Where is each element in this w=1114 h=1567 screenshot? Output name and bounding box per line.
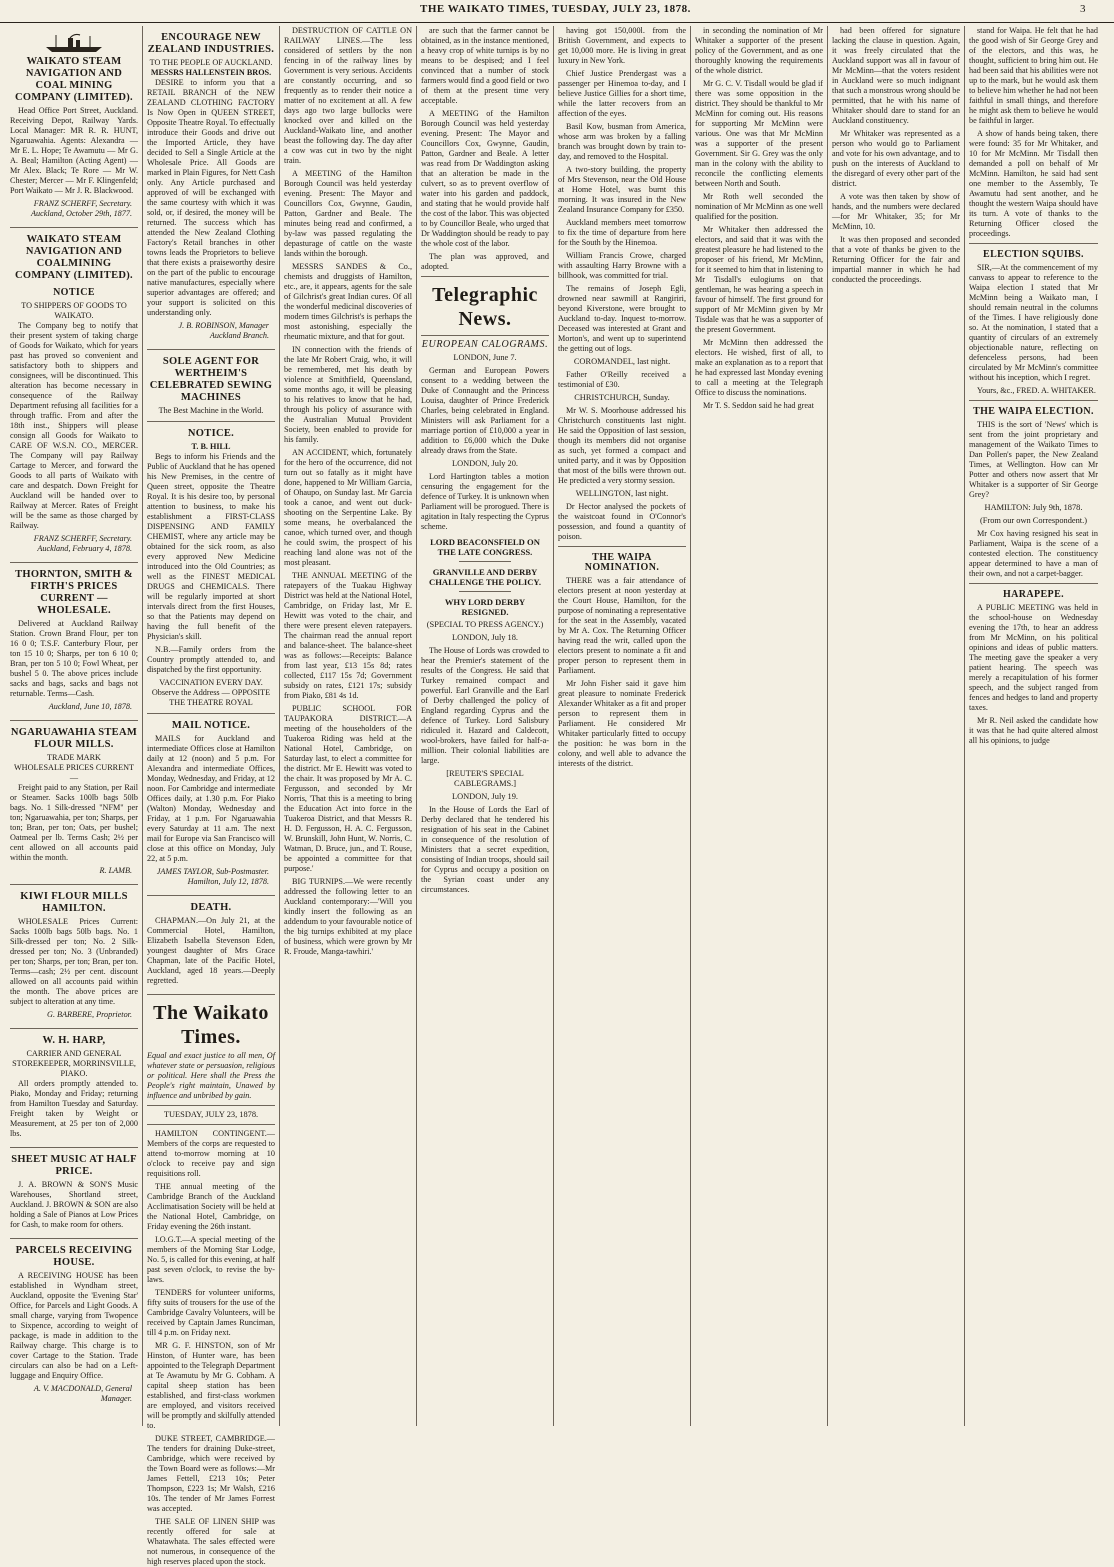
ad-kiwi-mills [10,885,138,1029]
ad-body: The Company beg to notify that their present system of taking charge of Goods for Waikato, which for years past has proved so convenient and satisfactory both to shippers and consignees, will be discontinued. This alteration has become necessary in consequence of the Railway Department refusing all facilities for a through traffic. From and after the 18th inst., Shippers will please consign all Goods for Waikato to CARE OF W.S.N. CO., MERCER. The Company will pay Railway Cartage to Mercer, and forward the Goods to all parts of Waikato with care and despatch. Down Freight for Auckland will be handed over to Railway at Mercer. Rates of Freight will be the same as those charged by Railway. [10,321,138,530]
paper-title: The Waikato Times. [153,1002,269,1048]
dateline: LONDON, July 20. [451,459,519,468]
ad-waikato-steam-2 [10,228,138,563]
news-paragraph: Mr W. S. Moorhouse addressed his Christchurch constituents last night. He said the Opposition of last session, though its members did not organise as such, yet formed a compact and united party, and it was by Opposition that most of the bills were thrown out. He predicted a very stormy session. [558,406,686,485]
dateline: LONDON, July 19. [451,792,519,801]
ad-signature: A. V. MACDONALD, General Manager. [33,1384,132,1403]
news-paragraph: Chief Justice Prendergast was a passenger per Hinemoa to-day, and I believe Justice Gillies for a short time, while the latter recovers from an affection of the eyes. [558,69,686,118]
news-paragraph: William Francis Crowe, charged with assaulting Harry Browne with a billhook, was committed for trial. [558,251,686,280]
article-paragraph: DESTRUCTION OF CATTLE ON RAILWAY LINES.—The less considered of settlers by the non fencing in of the railway lines by Government is very serious. Accidents are constantly occurring, and so frequently as to render their notice a matter of no excitement at all. A few days ago two large bullocks were knocked over and killed on the Auckland-Waikato line, and another beast the following day. The day after a cow was cut in two by the night train. [284,26,412,165]
ad-body: The Best Machine in the World. [158,406,264,415]
divider [969,243,1098,244]
letter-paragraph: SIR,—At the commencement of my canvass to appear to reference to the Waipa election I stated that Mr McMinn being a Waikato man, I should remain neutral in the columns of the Times. I have religiously done so. At the nomination, I stated that a quantity of circulars of an extremely objectionable nature, reflecting on defenceless persons, had been circulated by Mr McMinn's committee without his inception, which I regret. [969,263,1098,382]
news-headline: GRANVILLE AND DERBY CHALLENGE THE POLICY. [429,567,541,587]
news-paragraph: stand for Waipa. He felt that he had the good wish of Sir George Grey and of the electors, and this was, he thought, sufficient to bring him out. He had been said that his abilities were not up to the mark, but he would ask them to believe him whether he had not been faithful in small things, and therefore he might ask them to believe he would be faithful in larger. [969,26,1098,125]
ad-signature: Auckland, June 10, 1878. [48,702,132,711]
column-1 [6,26,143,1426]
column-5 [554,26,691,1426]
news-paragraph: Father O'Reilly received a testimonial of £30. [558,370,686,389]
ad-mail-notice [147,714,275,896]
dateline: LONDON, July 18. [451,633,519,642]
ad-body: Head Office Port Street, Auckland. Receiving Depot, Railway Yards. Local Manager: MR R. R. HUNT, Ngaruawahia. Agents: Alexandra — Mr E. L. Hope; Te Awamutu — Mr G. A. Beal; Hamilton (Acting Agent) — Mr Alex. Black; Te Rore — Mr W. Chester; Mercer — Mr F. Klingenfeld; Port Waikato — Mr J. R. Blackwood. [10,106,138,195]
agency-line: (SPECIAL TO PRESS AGENCY.) [426,620,544,629]
divider [459,561,510,562]
news-paragraph: A vote was then taken by show of hands, and the numbers were declared—for Mr Whitaker, 35; for Mr McMinn, 10. [832,192,960,231]
news-paragraph: A PUBLIC MEETING was held in the school-house on Wednesday evening the 17th, to hear an address from Mr McMinn, on his political opinions and ideas of public matters. The meeting gave the speaker a very patient hearing. The speech was merely a recapitulation of his former speech, and the subject ranged from fences and hedges to land and property taxes. [969,603,1098,712]
article-paragraph: THE ANNUAL MEETING of the ratepayers of the Tuakau Highway District was held at the National Hotel, Cambridge, on Friday last, Mr E. Hewitt was voted to the chair, and there were present eleven ratepayers. The chairman read the annual report and balance-sheet. The balance-sheet was as follows:—Receipts: Balance from last year, £13 15s 8d; rates collected, £117 15s 7d; Government subsidy on rates, £121 17s; subsidy from Piako, £81 4s 1d. [284,571,413,700]
ad-harp [10,1029,138,1148]
ad-title: WAIKATO STEAM NAVIGATION AND COAL MINING COMPANY (LIMITED). [15,56,133,103]
news-paragraph: Mr John Fisher said it gave him great pleasure to nominate Frederick Alexander Whitaker as a fit and proper person to represent them in Parliament. He considered Mr Whitaker particularly fitted to occupy the position: he was born in the colony, and well able to advance the interests of the district. [558,679,686,768]
issue-date: TUESDAY, JULY 23, 1878. [163,1110,259,1119]
masthead [0,0,1114,23]
ad-hill-chemist [147,422,275,714]
news-headline: WHY LORD DERBY RESIGNED. [444,597,526,617]
news-paragraph: THERE was a fair attendance of electors present at noon yesterday at the Court House, Hamilton, for the purpose of nominating a representative for the seat in the Assembly, vacated by Mr A. Cox. The Returning Officer having read the writ, called upon the electors present to nominate a fit and proper person to represent them in Parliament. [558,576,686,675]
ad-body: WHOLESALE Prices Current: Sacks 100lb bags 50lb bags. No. 1 Silk-dressed per ton; No. 2 Silk-dressed per ton; No. 3 (Unbranded) per ton; Sharps, per ton; Bran, per ton. Terms—cash; 2½ per cent. discount allowed on all accounts paid within the month. The above prices are subject to alteration at any time. [10,917,138,1006]
telegraphic-news-title: Telegraphic News. [432,284,538,330]
ad-signature: JAMES TAYLOR, Sub-Postmaster. Hamilton, July 12, 1878. [156,867,269,886]
editorial-paragraph: I.O.G.T.—A special meeting of the members of the Morning Star Lodge, No. 5, is called for this evening, at half past seven o'clock, to revise the by-laws. [147,1235,275,1284]
ad-body: MAILS for Auckland and intermediate Offices close at Hamilton daily at 12 (noon) and 5 p.m. For Alexandra and intermediate Offices, Monday, Wednesday, and Friday, at 12 noon. For Cambridge and intermediate Offices daily, at 1.30 p.m. For Piako (Walton) Monday, Wednesday and Friday, at 1 p.m. For Ngaruawahia every Saturday at 11 a.m. The next mail for Europe via San Francisco will close at this office on Monday, July 22, at 5 p.m. [147,734,275,863]
column-7 [828,26,965,1426]
masthead-date-line: THE WAIKATO TIMES, TUESDAY, JULY 23, 1878. [420,3,691,15]
ad-body: J. A. BROWN & SON'S Music Warehouses, Shortland street, Auckland. J. BROWN & SON are also holding a Sale of Pianos at Low Prices for Cash, to make room for others. [10,1180,138,1229]
divider [421,276,549,277]
ad-body: All orders promptly attended to. Piako, Monday and Friday; returning from Hamilton Tuesday and Saturday. Freight taken by Weight or Measurement, at 25 per ton of 2,000 lbs. [10,1079,138,1138]
steamship-icon [42,32,106,54]
paper-motto: Equal and exact justice to all men, Of whatever state or persuasion, religious or political. Here shall the Press the People's right maintain, Unawed by influence and unbribed by gain. [147,1051,275,1100]
news-paragraph: A two-story building, the property of Mrs Stevenson, near the Old House at Home Hotel, was burnt this morning. It was insured in the New Zealand Insurance Company for £350. [558,165,686,214]
ad-title: KIWI FLOUR MILLS HAMILTON. [20,891,128,914]
news-paragraph: Lord Hartington tables a motion censuring the engagement for the defence of Turkey. It is unknown when Parliament will be prorogued. There is agitation in Italy respecting the Cyprus scheme. [421,472,549,531]
waipa-election-title: THE WAIPA ELECTION. [973,406,1094,417]
divider [558,546,686,547]
ad-signature: R. LAMB. [99,866,132,875]
column-2 [143,26,280,1566]
death-body: CHAPMAN.—On July 21, at the Commercial Hotel, Hamilton, Elizabeth Isabella Stevenson Eden, youngest daughter of Mrs Grace Chapman, late of the Pacific Hotel, Auckland, aged 18 years.—Deeply regretted. [147,916,275,985]
news-paragraph: Auckland members meet tomorrow to fix the time of departure from here for the South by the Hinemoa. [558,218,686,247]
news-paragraph: In the House of Lords the Earl of Derby declared that he tendered his resignation of his seat in the Cabinet in consequence of the resolution of Ministers that a secret expedition, consisting of Indian troops, should sail for Cyprus and occupy a position on the Syrian coast under any circumstances. [421,805,549,894]
divider [147,1105,275,1106]
news-paragraph: A show of hands being taken, there were found: 35 for Mr Whitaker, and 10 for Mr McMinn. Mr Tisdall then demanded a poll on behalf of Mr McMinn. Hamilton, he said had sent one member to the Assembly, Te Awamutu had sent another, and he thought the western Waipa should have its turn. A vote of thanks to the Returning Officer closed the proceedings. [969,129,1098,238]
divider [459,591,510,592]
ad-signature: FRANZ SCHERFF, Secretary. Auckland, February 4, 1878. [33,534,132,553]
ad-body: Begs to inform his Friends and the Public of Auckland that he has opened his New Premises, in the centre of Queen street, opposite the Theatre Royal. It is his desire too, by personal attention to business, to make his establishment a FIRST-CLASS DISPENSING AND FAMILY CHEMIST, where any article may be obtained for the sick room, as also every approved New Medicine introduced into the Old Countries; as well as the FINEST MEDICAL DRUGS and CHEMICALS. There will be regularly imported at short intervals direct from the first Houses, so that the Patients may depend on having the full benefit of the Physician's skill. [147,452,275,641]
article-paragraph: The plan was approved, and adopted. [421,252,549,271]
news-paragraph: The remains of Joseph Egli, drowned near sawmill at Rangiriri, beyond Kiverstone, were brought to Auckland to-day. Inquest to-morrow. Deceased was interested at Grant and Morton's, and went up to superintend the getting out of logs. [558,284,686,353]
european-cablegrams-title: EUROPEAN CALOGRAMS. [421,339,549,350]
article-paragraph: PUBLIC SCHOOL FOR TAUPAKORA DISTRICT.—A meeting of the householders of the Tuakeroa Riding was held at the National Hotel, Cambridge, on Saturday last, to elect a committee for the district. Mr E. Hewitt was voted to the chair. It was proposed by Mr A. C. Fergusson, and seconded by Mr Norris, 'That this is a meeting to bring the Education Act into force in the Tuakeroa District, and that Messrs R. H. D. Fergusson, H. A. C. Fergusson, W. Brunskill, John Hunt, W. Norris, C. Watman, D. Bruce, jun., and T. Rouse, be appointed a committee for that purpose.' [284,704,412,873]
trade-mark-label: TRADE MARK [47,753,101,762]
article-paragraph: IN connection with the friends of the late Mr Robert Craig, who, it will be remembered, met his death by violence at Smithfield, Queensland, some months ago, it will be pleasing to his relatives to know that he had, through his policy of assurance with the Australian Mutual Provident Society, been enabled to provide for his family. [284,345,412,444]
article-paragraph: BIG TURNIPS.—We were recently addressed the following letter to an Auckland contemporary:—'Will you kindly insert the following as an addendum to your favourable notice of the big turnips exhibited at my place of business, which were grown by Mr R. Froude, Manga-tawhiri.' [284,877,412,956]
ad-body: DESIRE to inform you that a RETAIL BRANCH of the NEW ZEALAND CLOTHING FACTORY Is Now Open in QUEEN STREET, Opposite Theatre Royal. To effectually introduce their Goods and drive out the Imported Article, they have decided to Sell a Single Article at the Wholesale Price. All Goods are marked in Plain Figures, for Nett Cash only. Any Article purchased and approved of will be exchanged with the same courtesy with which it was sold, or, if desired, the money will be returned. The success which has attended the New Zealand Clothing Factory's Retail branches in other towns leads the Proprietors to believe that there exists a praiseworthy desire on the part of the public to encourage native manufactures, especially where superior advantages are offered; and your support is solicited on this understanding only. [147,78,275,317]
dateline: CHRISTCHURCH, Sunday. [574,393,670,402]
divider [421,335,549,336]
editorial-paragraph: HAMILTON CONTINGENT.—Members of the corps are requested to attend to-morrow morning at 10 o'clock to receive pay and sign requisitions roll. [147,1129,275,1178]
news-paragraph: Dr Hector analysed the pockets of the waistcoat found in O'Connor's possession, and found a quantity of poison. [558,502,686,541]
ad-parcels [10,1239,138,1412]
agency-line: [REUTER'S SPECIAL CABLEGRAMS.] [446,769,524,788]
news-paragraph: Mr McMinn then addressed the electors. He wished, first of all, to make an explanation as to a report that he had expressed last Monday evening to call a meeting at the Telegraph Office to discuss the nominations. [695,338,823,397]
news-headline: LORD BEACONSFIELD ON THE LATE CONGRESS. [430,537,540,557]
news-paragraph: It was then proposed and seconded that a vote of thanks be given to the Returning Officer for the fair and impartial manner in which he had conducted the proceedings. [832,235,960,284]
news-paragraph: Mr Roth well seconded the nomination of Mr McMinn as one well qualified for the position. [695,192,823,221]
ad-sheet-music [10,1148,138,1239]
ad-title: WAIKATO STEAM NAVIGATION AND COALMINING COMPANY (LIMITED). [15,234,133,281]
ad-waikato-steam-1 [10,26,138,228]
ad-body: Delivered at Auckland Railway Station. Crown Brand Flour, per ton 16 0 0; T.S.F. Canterbury Flour, per ton 15 10 0; Sharps, per ton 6 10 0; Bran, per ton 5 10 0; Fowl Wheat, per bushel 5 0. The above prices include sacks and bags, sacks and bags not returnable. Terms—Cash. [10,619,138,698]
ad-subtitle: CARRIER AND GENERAL STOREKEEPER, MORRINSVILLE, PIAKO. [12,1049,136,1078]
news-paragraph: Basil Kow, busman from America, whose arm was broken by a falling branch was brought down by train to-day, and removed to the Hospital. [558,122,686,161]
ad-thornton-smith [10,563,138,721]
divider [969,400,1098,401]
dateline: COROMANDEL, last night. [573,357,671,366]
page-number: 3 [1080,3,1086,15]
editorial-paragraph: TENDERS for volunteer uniforms, fifty suits of trousers for the use of the Cambridge Cavalry Volunteers, will be received by Captain James Runciman, till 4 p.m. on Friday next. [147,1288,275,1337]
editorial-paragraph: DUKE STREET, CAMBRIDGE.—The tenders for draining Duke-street, Cambridge, which were received by the Town Board were as follows:—Mr James Fettell, £213 10s; Peter Thompson, £223 1s; Mr Walsh, £216 10s. The tender of Mr James Forrest was accepted. [147,1434,275,1513]
news-paragraph: Mr R. Neil asked the candidate how it was that he had quite altered almost all his opinions, to judge [969,716,1098,745]
editorial-paragraph: MR G. F. HINSTON, son of Mr Hinston, of Hunter ware, has been appointed to the Telegraph Department at Te Awamutu by Mr G. Cobham. A capital sheep station has been established, and first-class workmen are employed, and visitors received will be promptly and skilfully attended to. [147,1341,275,1430]
column-6 [691,26,828,1426]
ad-body: A RECEIVING HOUSE has been established in Wyndham street, Auckland, opposite the 'Evening Star' Office, for Parcels and Light Goods. A small charge, varying from Twopence to Sixpence, according to weight of package, is made in addition to the Railway charge. This charge is to cover Cartage to the Station. Trade circulars can also be had on a Left-luggage and Enquiry Office. [10,1271,138,1380]
news-paragraph: Mr Cox having resigned his seat in Parliament, Waipa is the scene of a contested election. The constituency appear determined to have a man of their own, and not a carpet-bagger. [969,529,1098,578]
ad-notice-label: NOTICE [53,287,95,298]
dateline: WELLINGTON, last night. [575,489,669,498]
ad-title: W. H. HARP, [42,1035,106,1046]
news-paragraph: Mr G. C. V. Tisdall would be glad if there was some opposition in the district. They should be thankful to Mr McMinn for coming out. His reasons for supporting Mr McMinn were various. One was that Mr McMinn was a supporter of the present Government. Sir G. Grey was the only man in the colony with the ability to reconcile the conflicting elements between North and South. [695,79,823,188]
correspondent-line: (From our own Correspondent.) [980,516,1087,525]
ad-subtitle: TO SHIPPERS OF GOODS TO WAIKATO. [21,301,127,320]
ad-title: SOLE AGENT FOR WERTHEIM'S CELEBRATED SEWING MACHINES [149,356,273,403]
news-paragraph: having got 150,000l. from the British Government, and expects to get 10,000 more. He is living in great luxury in New York. [558,26,686,65]
article-paragraph: MESSRS SANDES & Co., chemists and druggists of Hamilton, etc., are, it appears, agents for the sale of Gilchrist's great Indian cures. Of all the wonderful medicinal discoveries of modern times Gilchrist's is perhaps the most astonishing, especially the rheumatic mixture, and that for gout. [284,262,412,341]
editorial-paragraph: THE annual meeting of the Cambridge Branch of the Auckland Acclimatisation Society will be held at the National Hotel, Cambridge, on Friday evening the 26th instant. [147,1182,275,1231]
ad-note: N.B.—Family orders from the Country promptly attended to, and dispatched by the first opportunity. [147,645,275,674]
news-paragraph: The House of Lords was crowded to hear the Premier's statement of the results of the Congress. He said that Turkey remained compact and powerful. Earl Granville and the Earl of Derby challenged the policy of England regarding Cyprus and the defence of Turkey. Lord Salisbury ridiculed it. Hazard and Caldecott, wool-brokers, have failed for half-a-million. Their colonial liabilities are large. [421,646,549,765]
ad-title: NGARUAWAHIA STEAM FLOUR MILLS. [10,727,138,750]
vaccination-line: VACCINATION EVERY DAY. [159,678,263,687]
ad-hallenstein [147,26,275,350]
address-line: Observe the Address — OPPOSITE THE THEATRE ROYAL [151,688,271,707]
editorial-paragraph: THE SALE OF LINEN SHIP was recently offered for sale at Whatawhata. The sales effected were not numerous, in consequence of the high reserves placed upon the stock. [147,1517,275,1566]
death-notice [147,896,275,995]
dateline: LONDON, June 7. [453,353,517,362]
article-paragraph: AN ACCIDENT, which, fortunately for the hero of the occurrence, did not turn out so fatally as it might have done, happened to Mr William Garcia, of Ohaupo, on Sunday last. Mr Garcia took a canoe, and went out duck-shooting on the Serpentine Lake. By some means, he overbalanced the canoe, which turned over, and though he could swim, the prospect of his reaching land alone was not of the most pleasant. [284,448,412,567]
divider [147,1124,275,1125]
ad-subtitle: TO THE PEOPLE OF AUCKLAND. [149,58,273,67]
harapepe-title: HARAPEPE. [1002,589,1065,600]
ad-title: NOTICE. [187,428,235,439]
article-paragraph: are such that the farmer cannot be obtained, as in the instance mentioned, a heavy crop of white turnips is by no means to be despised; and I feel convinced that a number of stock farmers would find a good field or two of them at the present time very acceptable. [421,26,549,105]
divider [969,583,1098,584]
ad-signature: J. B. ROBINSON, Manager Auckland Branch. [178,321,269,340]
news-paragraph: Mr T. S. Seddon said he had great [703,401,814,410]
columns [6,26,1108,1566]
ad-body: Freight paid to any Station, per Rail or Steamer. Sacks 100lb bags 50lb bags. No. 1 Silk-dressed "NFM" per ton; Ngaruawahia, per ton; Sharps, per ton; Bran, per ton; Oats, per bushel; Oatmeal per lb. Terms Cash; 2½ per cent allowed on all accounts paid within the month. [10,783,138,862]
news-paragraph: THIS is the sort of 'News' which is sent from the joint proprietary and management of the Waikato Times to Dan Pollen's paper, the New Zealand Times, at Wellington. How can Mr Potter and others now assert that Mr Whitaker is a supporter of Sir George Grey? [969,420,1098,499]
column-4 [417,26,554,1426]
ad-title: PARCELS RECEIVING HOUSE. [15,1245,133,1268]
election-squibs-title: ELECTION SQUIBS. [983,249,1084,260]
ad-subtitle: WHOLESALE PRICES CURRENT — [13,763,135,782]
ad-title: MAIL NOTICE. [171,720,251,731]
column-8 [965,26,1102,1426]
column-3 [280,26,417,1426]
death-title: DEATH. [190,902,232,913]
dateline: HAMILTON: July 9th, 1878. [984,503,1083,512]
ad-name: T. B. HILL [191,442,231,451]
article-paragraph: A MEETING of the Hamilton Borough Council was held yesterday evening. Present: The Mayor and Councillors Cox, Gwynne, Gaudin, Patton, Gardner and Beale. The minutes being read and confirmed, a by-law was passed regulating the depasturage of cattle on the waste lands within the borough. [284,169,412,258]
ad-wertheim [147,350,275,422]
news-paragraph: had been offered for signature lacking the clause in question. Again, it was freely circulated that the Auckland support was all in favour of Mr McMinn—that the voters resident in Auckland were so much indignant that such a monstrous wrong should be permitted, that he with his name of Whitaker should dare to stand for an Auckland constituency. [832,26,960,125]
news-paragraph: Mr Whitaker then addressed the electors, and said that it was with the greatest pleasure he had listened to the proposer of his friend, Mr McMinn, for it seemed to him that in listening to Mr Tisdall's eulogiums on that gentleman, he was hearing a speech in favour of himself. The first ground for support of Mr McMinn given by Mr Tisdale was that he was a supporter of the present Government. [695,225,823,334]
ad-signature: FRANZ SCHERFF, Secretary. Auckland, October 29th, 1877. [31,199,132,218]
ad-title: SHEET MUSIC AT HALF PRICE. [11,1154,137,1177]
ad-ngaruawahia-mills [10,721,138,885]
ad-signature: G. BARBERE, Proprietor. [47,1010,132,1019]
news-paragraph: in seconding the nomination of Mr Whitaker a supporter of the present policy of the Government, and as one thoroughly knowing the requirements of the whole district. [695,26,823,75]
waipa-nomination-title: THE WAIPA NOMINATION. [584,552,660,573]
letter-signature: Yours, &c., FRED. A. WHITAKER. [977,386,1096,395]
ad-title: ENCOURAGE NEW ZEALAND INDUSTRIES. [147,32,275,55]
ad-title: THORNTON, SMITH & FIRTH'S PRICES CURRENT — WHOLESALE. [15,569,133,616]
news-paragraph: German and European Powers consent to a wedding between the Duke of Connaught and the Princess Louisa, daughter of Prince Frederick Charles, being celebrated in England. Ministers will ask Parliament for a marriage portion of £10,000 a year in addition to £6,000 which the Duke already draws from the State. [421,366,549,455]
ad-firm: MESSRS HALLENSTEIN BROS. [150,68,272,77]
article-paragraph: A MEETING of the Hamilton Borough Council was held yesterday evening. Present: The Mayor and Councillors Cox, Gwynne, Gaudin, Patton, Gardner and Beale. A letter was read from Dr Waddington asking that an alteration be made in the culvert, so as to prevent overflow of water into his garden and paddock, and stating that he would provide half the cost of the labor. This was objected to by Councillor Beale, who urged that Dr Waddington should be ready to pay the whole cost of the labor. [421,109,549,248]
news-paragraph: Mr Whitaker was represented as a person who would go to Parliament and vote for his own advantage, and to push on the interests of Auckland to the disregard of every other part of the district. [832,129,960,188]
